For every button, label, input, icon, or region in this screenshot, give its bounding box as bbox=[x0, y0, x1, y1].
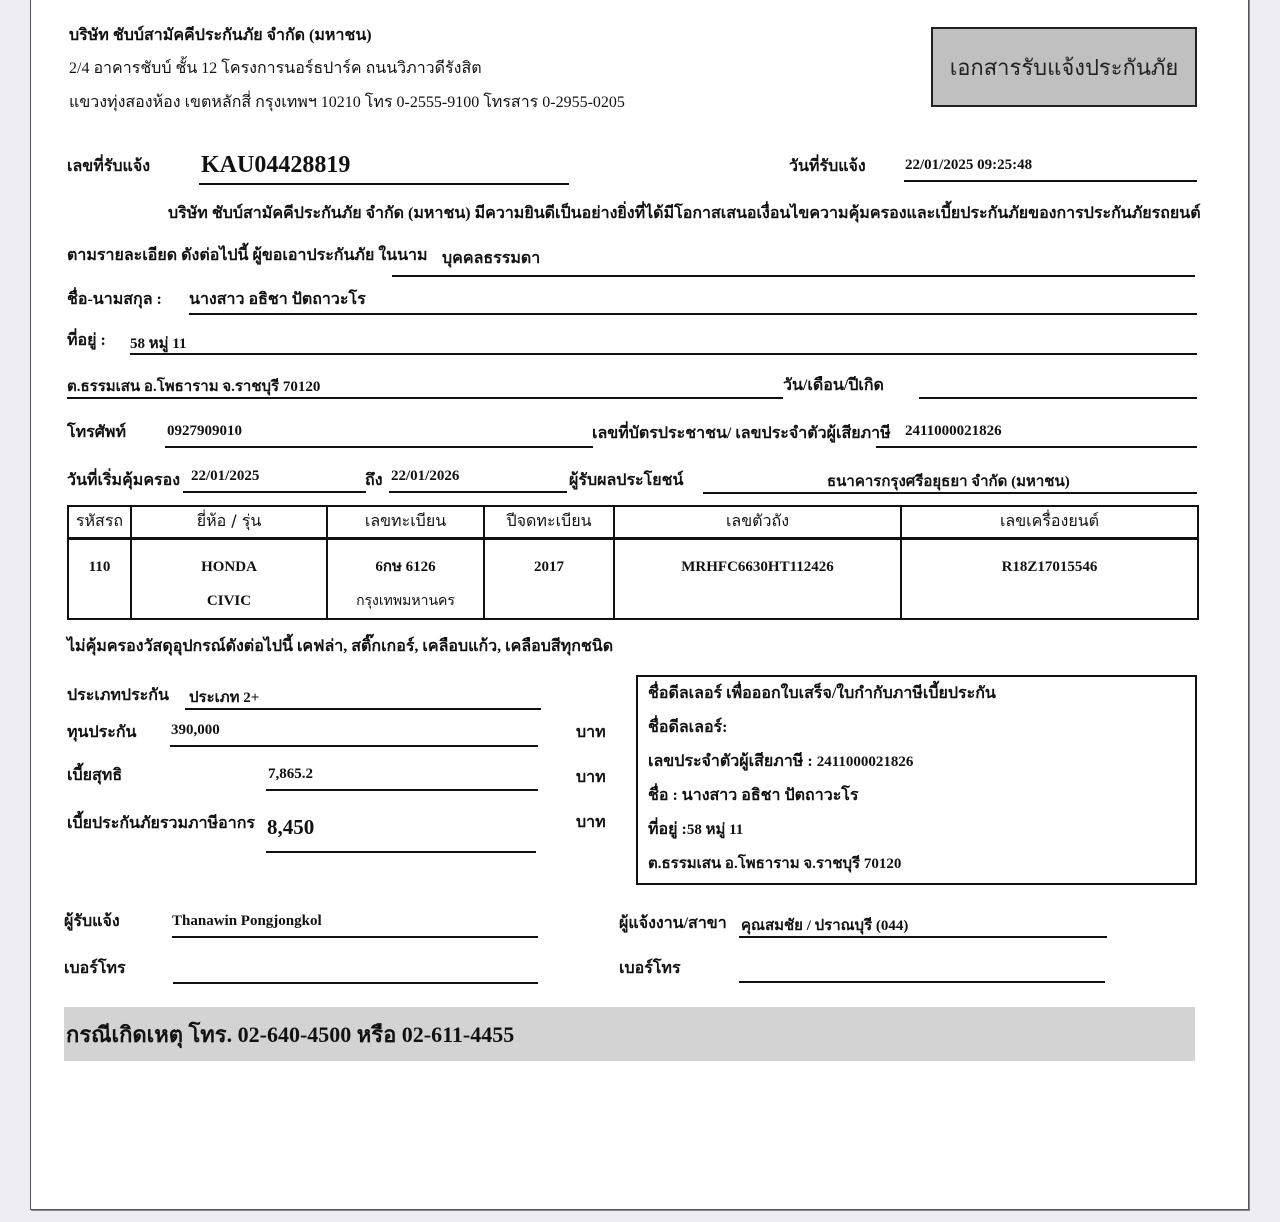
notify-date-label: วันที่รับแจ้ง bbox=[789, 158, 866, 175]
applicant-type-value: บุคคลธรรมดา bbox=[442, 250, 541, 267]
insured-address-label: ที่อยู่ : bbox=[67, 332, 106, 349]
dealer-address-row bbox=[648, 819, 1195, 853]
dealer-info-box bbox=[636, 675, 1197, 885]
vehicle-province: กรุงเทพมหานคร bbox=[356, 592, 455, 609]
dealer-title: ชื่อดีลเลอร์ เพื่อออกใบเสร็จ/ใบกำกับภาษีเบี้ยประกัน bbox=[648, 685, 996, 702]
emergency-contact-bar bbox=[64, 1007, 1195, 1061]
id-value: 2411000021826 bbox=[905, 423, 1002, 439]
dealer-person-value: นางสาว อธิชา ปัตถาวะโร bbox=[681, 787, 859, 804]
sum-insured-label: ทุนประกัน bbox=[67, 724, 137, 741]
total-premium-underline bbox=[266, 851, 536, 853]
reporter-phone-underline bbox=[739, 981, 1105, 983]
coverage-start-label: วันที่เริ่มคุ้มครอง bbox=[67, 472, 181, 489]
coverage-start-underline bbox=[183, 491, 366, 493]
policy-type-label: ประเภทประกัน bbox=[67, 687, 169, 704]
vehicle-table-header bbox=[68, 506, 1198, 538]
vehicle-make: HONDA bbox=[201, 558, 257, 575]
policy-type-underline bbox=[185, 708, 541, 710]
header-make-model: ยี่ห้อ / รุ่น bbox=[131, 506, 327, 538]
reporter-underline bbox=[739, 936, 1107, 938]
vehicle-code: 110 bbox=[68, 538, 131, 619]
exclusion-note: ไม่คุ้มครองวัสดุอุปกรณ์ดังต่อไปนี้ เคฟล่า, สติ๊กเกอร์, เคลือบแก้ว, เคลือบสีทุกชนิด bbox=[67, 638, 614, 655]
total-premium-value: 8,450 bbox=[267, 815, 315, 839]
insured-name-underline bbox=[189, 313, 1197, 315]
dealer-tax-value: 2411000021826 bbox=[816, 754, 914, 770]
beneficiary-label: ผู้รับผลประโยชน์ bbox=[569, 472, 684, 489]
document-title: เอกสารรับแจ้งประกันภัย bbox=[931, 27, 1197, 107]
vehicle-table bbox=[67, 505, 1199, 620]
header-vehicle-code: รหัสรถ bbox=[68, 506, 131, 538]
insured-address-value: 58 หมู่ 11 bbox=[130, 336, 187, 352]
applicant-type-label: ตามรายละเอียด ดังต่อไปนี้ ผู้ขอเอาประกันภัย ในนาม bbox=[67, 247, 428, 264]
reporter-value: คุณสมชัย / ปราณบุรี (044) bbox=[741, 918, 909, 934]
insured-address-underline bbox=[130, 353, 1197, 355]
phone-value: 0927909010 bbox=[167, 423, 242, 439]
policy-type-value: ประเภท 2+ bbox=[189, 690, 260, 706]
dealer-person-label: ชื่อ : bbox=[648, 787, 678, 804]
insured-address-line2: ต.ธรรมเสน อ.โพธาราม จ.ราชบุรี 70120 bbox=[67, 379, 321, 395]
net-premium-label: เบี้ยสุทธิ bbox=[67, 767, 123, 784]
ref-number-value: KAU04428819 bbox=[201, 152, 351, 178]
dealer-address-label: ที่อยู่ : bbox=[648, 821, 687, 838]
vehicle-plate: 6กษ 6126 bbox=[375, 558, 436, 575]
receiver-phone-label: เบอร์โทร bbox=[64, 960, 126, 977]
total-premium-currency: บาท bbox=[576, 814, 606, 831]
header-reg-year: ปีจดทะเบียน bbox=[484, 506, 614, 538]
phone-underline bbox=[165, 446, 593, 448]
beneficiary-value: ธนาคารกรุงศรีอยุธยา จำกัด (มหาชน) bbox=[827, 474, 1070, 490]
company-address-line2: แขวงทุ่งสองห้อง เขตหลักสี่ กรุงเทพฯ 10210 โทร 0-2555-9100 โทรสาร 0-2955-0205 bbox=[69, 94, 625, 111]
header-chassis: เลขตัวถัง bbox=[614, 506, 901, 538]
vehicle-model: CIVIC bbox=[206, 592, 252, 609]
insured-name-label: ชื่อ-นามสกุล : bbox=[67, 291, 162, 308]
company-name: บริษัท ชับบ์สามัคคีประกันภัย จำกัด (มหาชน) bbox=[69, 27, 372, 44]
coverage-to-label: ถึง bbox=[365, 472, 383, 489]
sum-insured-currency: บาท bbox=[576, 724, 606, 741]
receiver-value: Thanawin Pongjongkol bbox=[172, 913, 322, 929]
sum-insured-underline bbox=[170, 745, 538, 747]
table-row bbox=[68, 538, 1198, 619]
net-premium-currency: บาท bbox=[576, 769, 606, 786]
dealer-address-line2: ต.ธรรมเสน อ.โพธาราม จ.ราชบุรี 70120 bbox=[648, 856, 902, 872]
notify-date-underline bbox=[904, 180, 1197, 182]
sum-insured-value: 390,000 bbox=[171, 722, 220, 738]
total-premium-label: เบี้ยประกันภัยรวมภาษีอากร bbox=[67, 815, 255, 832]
vehicle-make-model bbox=[131, 538, 327, 619]
net-premium-value: 7,865.2 bbox=[268, 766, 313, 782]
dealer-address-value: 58 หมู่ 11 bbox=[686, 822, 744, 838]
id-underline bbox=[876, 446, 1197, 448]
vehicle-plate-cell bbox=[327, 538, 484, 619]
company-address-line1: 2/4 อาคารชับบ์ ชั้น 12 โครงการนอร์ธปาร์ค ถนนวิภาวดีรังสิต bbox=[69, 60, 482, 77]
header-engine: เลขเครื่องยนต์ bbox=[901, 506, 1198, 538]
vehicle-reg-year: 2017 bbox=[484, 538, 614, 619]
dob-underline bbox=[919, 397, 1197, 399]
ref-number-underline bbox=[199, 183, 569, 185]
applicant-type-underline bbox=[392, 275, 1195, 277]
phone-label: โทรศัพท์ bbox=[67, 424, 126, 441]
dealer-tax-row bbox=[648, 751, 1195, 785]
id-label: เลขที่บัตรประชาชน/ เลขประจำตัวผู้เสียภาษี bbox=[592, 425, 891, 442]
reporter-label: ผู้แจ้งงาน/สาขา bbox=[619, 915, 727, 932]
dob-label: วัน/เดือน/ปีเกิด bbox=[783, 377, 884, 394]
beneficiary-underline bbox=[703, 492, 1197, 494]
vehicle-engine: R18Z17015546 bbox=[1001, 558, 1098, 575]
notify-date-value: 22/01/2025 09:25:48 bbox=[905, 157, 1033, 173]
net-premium-underline bbox=[266, 789, 538, 791]
emergency-contact-text: กรณีเกิดเหตุ โทร. 02-640-4500 หรือ 02-611-4455 bbox=[66, 1021, 515, 1047]
dealer-tax-label: เลขประจำตัวผู้เสียภาษี : bbox=[648, 753, 813, 770]
reporter-phone-label: เบอร์โทร bbox=[619, 960, 681, 977]
insured-name-value: นางสาว อธิชา ปัตถาวะโร bbox=[189, 291, 366, 308]
document-page bbox=[30, 0, 1249, 1210]
dealer-name-label: ชื่อดีลเลอร์: bbox=[648, 719, 728, 736]
receiver-phone-underline bbox=[173, 982, 538, 984]
insured-address-line2-underline bbox=[67, 397, 783, 399]
coverage-end-underline bbox=[389, 491, 567, 493]
receiver-underline bbox=[172, 936, 538, 938]
coverage-start-value: 22/01/2025 bbox=[191, 468, 260, 484]
coverage-end-value: 22/01/2026 bbox=[391, 468, 460, 484]
receiver-label: ผู้รับแจ้ง bbox=[64, 913, 120, 930]
intro-text: บริษัท ชับบ์สามัคคีประกันภัย จำกัด (มหาชน) มีความยินดีเป็นอย่างยิ่งที่ได้มีโอกาสเสนอเงื่อนไขความคุ้มครองและเบี้ยประกันภัยของการประกันภัยรถยนต์ bbox=[168, 205, 1201, 222]
vehicle-chassis: MRHFC6630HT112426 bbox=[614, 538, 901, 619]
header-plate: เลขทะเบียน bbox=[327, 506, 484, 538]
ref-number-label: เลขที่รับแจ้ง bbox=[67, 158, 151, 175]
dealer-person-row bbox=[648, 785, 1195, 819]
